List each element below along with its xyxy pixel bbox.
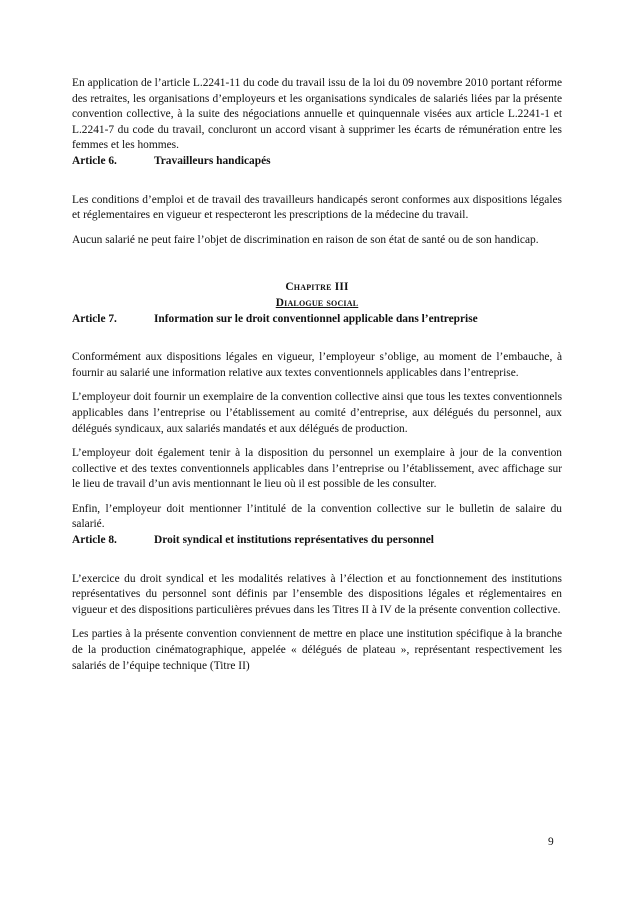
chapter-subtitle: Dialogue social [275, 296, 359, 309]
article-6-paragraph-1: Les conditions d’emploi et de travail des travailleurs handicapés seront conformes aux dispositions légales et réglementaires en vigueur et respecteront les prescriptions de la médecine du travail. [72, 193, 562, 222]
article-7-paragraph-4: Enfin, l’employeur doit mentionner l’intitulé de la convention collective sur le bulletin de salaire du salarié. [72, 502, 562, 531]
article-number: Article 7. [72, 312, 117, 325]
article-7-paragraph-1: Conformément aux dispositions légales en vigueur, l’employeur s’oblige, au moment de l’embauche, à fournir au salarié une information relative aux textes conventionnels applicables dans l’entreprise. [72, 351, 562, 379]
article-8-heading [72, 533, 562, 549]
article-7-heading [72, 312, 562, 328]
article-7-paragraph-3: L’employeur doit également tenir à la disposition du personnel un exemplaire à jour de la convention collective et des textes conventionnels applicables dans l’entreprise ou l’établissement, avec affichage sur le lieu de travail d’un avis mentionnant le lieu où il est possible de les consulter. [72, 447, 562, 491]
article-6-paragraph-2: Aucun salarié ne peut faire l’objet de discrimination en raison de son état de santé ou de son handicap. [72, 233, 539, 246]
article-8-paragraph-1: L’exercice du droit syndical et les modalités relatives à l’élection et au fonctionnement des institutions représentatives du personnel sont définis par l’ensemble des dispositions légales et réglementaires en vigueur et des dispositions particulières prévues dans les Titres II à IV de la présente convention collective. [72, 572, 562, 616]
article-title: Droit syndical et institutions représentatives du personnel [154, 534, 434, 547]
document-page [72, 76, 562, 674]
article-title: Information sur le droit conventionnel applicable dans l’entreprise [154, 312, 478, 325]
page-number: 9 [548, 836, 554, 848]
article-7-paragraph-2: L’employeur doit fournir un exemplaire de la convention collective ainsi que tous les textes conventionnels applicables dans l’entreprise ou l’établissement au comité d’entreprise, aux délégués du personnel, aux délégués syndicaux, aux salariés mandatés et aux délégués de production. [72, 391, 562, 435]
article-8-paragraph-2: Les parties à la présente convention conviennent de mettre en place une institution spécifique à la branche de la production cinématographique, appelée « délégués de plateau », représentant respectivement les salariés de l’équipe technique (Titre II) [72, 628, 562, 672]
article-number: Article 6. [72, 154, 117, 167]
chapter-title: Chapitre III [285, 281, 349, 294]
intro-paragraph: En application de l’article L.2241-11 du code du travail issu de la loi du 09 novembre 2010 portant réforme des retraites, les organisations d’employeurs et les organisations syndicales de salariés liées par la présente convention collective, à la suite des négociations annuelle et quinquennale visées aux article L.2241-1 et L.2241-7 du code du travail, concluront un accord visant à supprimer les écarts de rémunération entre les femmes et les hommes. [72, 77, 562, 152]
article-title: Travailleurs handicapés [154, 154, 271, 167]
article-number: Article 8. [72, 534, 117, 547]
article-6-heading [72, 154, 562, 170]
